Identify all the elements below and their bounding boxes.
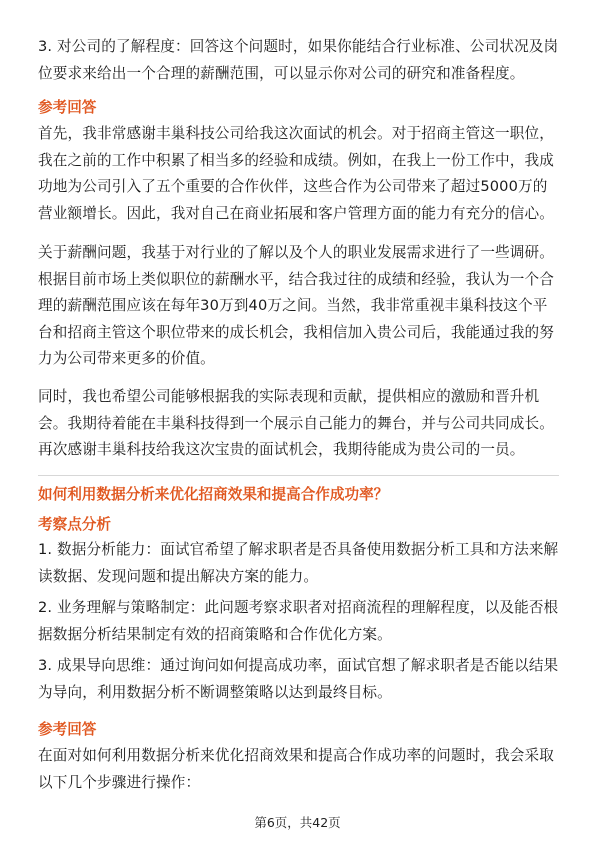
question-title-text: 如何利用数据分析来优化招商效果和提高合作成功率？: [38, 486, 389, 503]
analysis-point: [38, 653, 560, 706]
answer-heading: [38, 98, 560, 118]
page-number: 第6页，共42页: [254, 815, 341, 830]
analysis-point-text: 3. 成果导向思维：通过询问如何提高成功率，面试官想了解求职者是否能以结果为导向，利用数据分析不断调整策略以达到最终目标。: [38, 657, 559, 701]
section-divider: [38, 475, 559, 476]
answer-heading-text: 参考回答: [38, 99, 97, 116]
answer-intro: [38, 743, 560, 796]
analysis-point: [38, 595, 560, 648]
answer-paragraph: [38, 121, 560, 227]
criteria-item-text: 3. 对公司的了解程度：回答这个问题时，如果你能结合行业标准、公司状况及岗位要求来给出一个合理的薪酬范围，可以显示你对公司的研究和准备程度。: [38, 38, 559, 82]
answer-paragraph: [38, 384, 560, 464]
analysis-heading: [38, 515, 560, 535]
answer-paragraph-text: 首先，我非常感谢丰巢科技公司给我这次面试的机会。对于招商主管这一职位，我在之前的工作中积累了相当多的经验和成绩。例如，在我上一份工作中，我成功地为公司引入了五个重要的合作伙伴，这些合作为公司带来了超过5000万的营业额增长。因此，我对自己在商业拓展和客户管理方面的能力有充分的信心。: [38, 125, 555, 222]
answer-paragraph-text: 关于薪酬问题，我基于对行业的了解以及个人的职业发展需求进行了一些调研。根据目前市场上类似职位的薪酬水平，结合我过往的成绩和经验，我认为一个合理的薪酬范围应该在每年30万到40万之间。当然，我非常重视丰巢科技这个平台和招商主管这个职位带来的成长机会，我相信加入贵公司后，我能通过我的努力为公司带来更多的价值。: [38, 244, 555, 367]
answer-heading-text: 参考回答: [38, 721, 97, 738]
criteria-item: [38, 34, 560, 87]
answer-intro-text: 在面对如何利用数据分析来优化招商效果和提高合作成功率的问题时，我会采取以下几个步骤进行操作：: [38, 747, 555, 791]
analysis-point-text: 2. 业务理解与策略制定：此问题考察求职者对招商流程的理解程度，以及能否根据数据分析结果制定有效的招商策略和合作优化方案。: [38, 599, 559, 643]
analysis-point-text: 1. 数据分析能力：面试官希望了解求职者是否具备使用数据分析工具和方法来解读数据、发现问题和提出解决方案的能力。: [38, 541, 559, 585]
answer-paragraph: [38, 240, 560, 373]
answer-paragraph-text: 同时，我也希望公司能够根据我的实际表现和贡献，提供相应的激励和晋升机会。我期待着能在丰巢科技得到一个展示自己能力的舞台，并与公司共同成长。再次感谢丰巢科技给我这次宝贵的面试机会，我期待能成为贵公司的一员。: [38, 388, 555, 458]
answer-heading: [38, 720, 560, 740]
analysis-heading-text: 考察点分析: [38, 516, 111, 533]
question-title: [38, 485, 560, 505]
analysis-point: [38, 537, 560, 590]
